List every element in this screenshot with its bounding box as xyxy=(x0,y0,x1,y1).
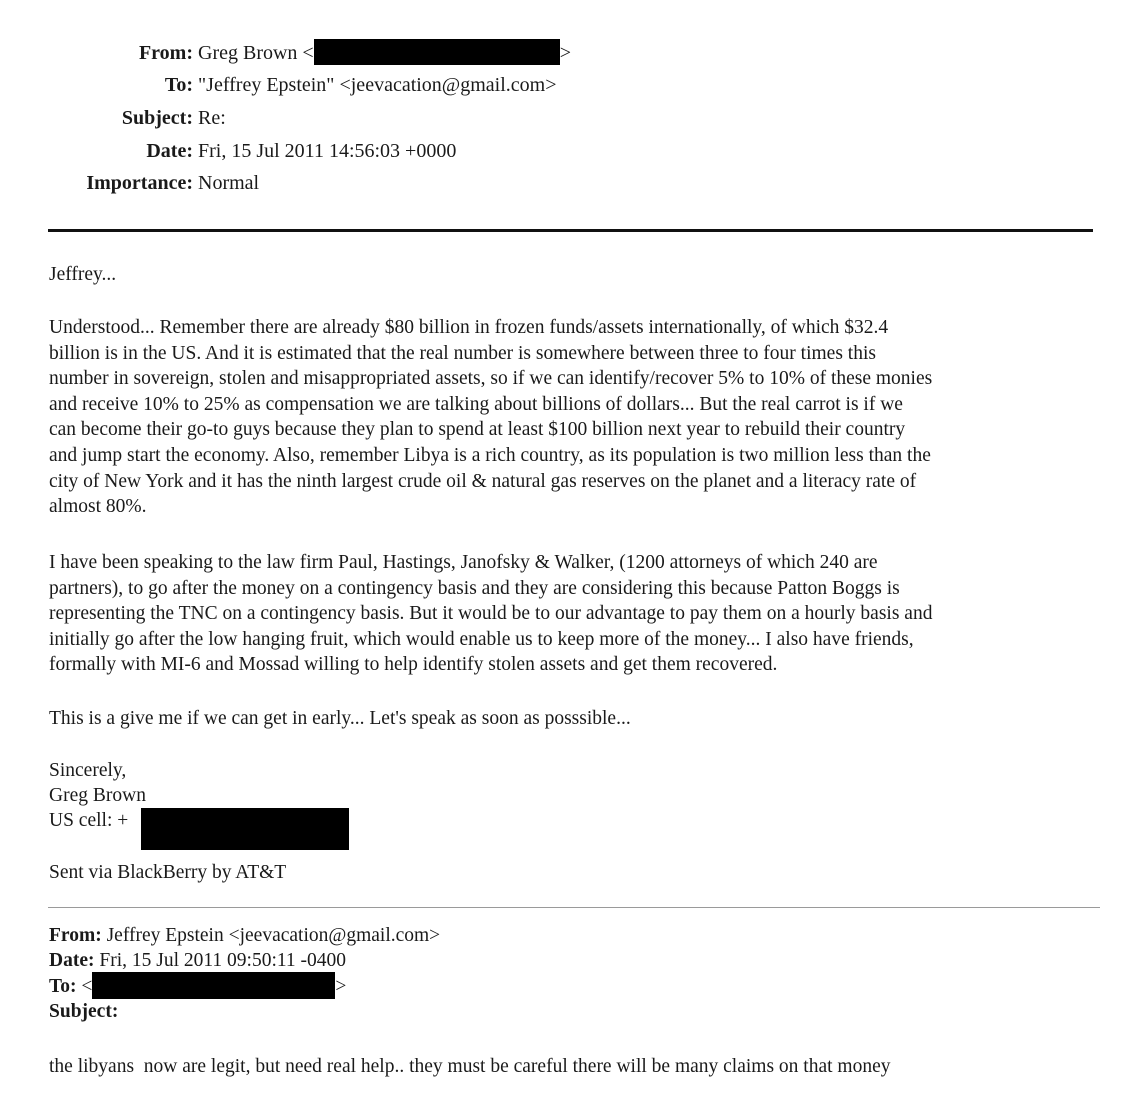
quoted-message xyxy=(49,1054,1109,1080)
body-paragraph-3 xyxy=(49,706,1109,732)
quoted-from-value: Jeffrey Epstein <jeevacation@gmail.com> xyxy=(106,925,441,946)
paragraph-line: number in sovereign, stolen and misappropriated assets, so if we can identify/recover 5% to 10% of these monies xyxy=(49,368,933,390)
redaction-block xyxy=(92,972,335,999)
quoted-from-row xyxy=(49,925,440,947)
paragraph-line: almost 80%. xyxy=(49,496,147,518)
redaction-block xyxy=(141,808,349,850)
header-date-row xyxy=(0,140,456,163)
paragraph-line: Understood... Remember there are already $80 billion in frozen funds/assets internationally, of which $32.4 xyxy=(49,317,889,338)
header-date-label: Date: xyxy=(146,140,193,162)
body-paragraph-1 xyxy=(49,315,1109,520)
quoted-to-row xyxy=(49,976,346,999)
paragraph-line: billion is in the US. And it is estimated that the real number is somewhere between three to four times this xyxy=(49,342,876,364)
quoted-to-value-end: > xyxy=(335,976,347,997)
paragraph-line: initially go after the low hanging fruit, which would enable us to keep more of the money... I also have friends, xyxy=(49,628,914,650)
paragraph-line: and receive 10% to 25% as compensation we are talking about billions of dollars... But the real carrot is if we xyxy=(49,393,903,415)
sent-via xyxy=(49,860,1109,886)
signoff-text: Sincerely, xyxy=(49,760,127,781)
paragraph-line: formally with MI-6 and Mossad willing to help identify stolen assets and get them recovered. xyxy=(49,654,778,676)
quoted-date-value: Fri, 15 Jul 2011 09:50:11 -0400 xyxy=(99,950,347,971)
header-divider xyxy=(48,229,1093,232)
header-to-value: "Jeffrey Epstein" <jeevacation@gmail.com> xyxy=(198,74,557,96)
quoted-subject-label: Subject: xyxy=(49,1001,119,1022)
redaction-block xyxy=(314,39,560,65)
paragraph-line: partners), to go after the money on a contingency basis and they are considering this because Patton Boggs is xyxy=(49,577,900,599)
header-subject-value: Re: xyxy=(198,107,226,129)
quoted-to-value: < xyxy=(81,976,93,997)
paragraph-line: and jump start the economy. Also, remember Libya is a rich country, as its population is two million less than the xyxy=(49,444,931,466)
greeting-text: Jeffrey... xyxy=(49,264,117,285)
paragraph-line: This is a give me if we can get in early... Let's speak as soon as posssible... xyxy=(49,708,631,729)
cell-label: US cell: + xyxy=(49,810,129,831)
header-from-row xyxy=(0,42,571,65)
header-subject-row xyxy=(0,107,226,130)
greeting xyxy=(49,262,1109,288)
signature-name: Greg Brown xyxy=(49,785,146,806)
quote-divider xyxy=(48,907,1100,908)
body-paragraph-2 xyxy=(49,550,1109,678)
quoted-message-text: the libyans now are legit, but need real help.. they must be careful there will be many claims on that money xyxy=(49,1056,891,1077)
sent-via-text: Sent via BlackBerry by AT&T xyxy=(49,862,287,883)
header-from-value: Greg Brown < xyxy=(198,42,314,64)
header-date-value: Fri, 15 Jul 2011 14:56:03 +0000 xyxy=(198,140,457,162)
quoted-date-label: Date: xyxy=(49,950,95,971)
header-importance-label: Importance: xyxy=(86,172,193,194)
header-to-label: To: xyxy=(164,74,193,96)
quoted-subject-row xyxy=(49,1001,118,1023)
paragraph-line: representing the TNC on a contingency basis. But it would be to our advantage to pay them on a hourly basis and xyxy=(49,603,933,625)
paragraph-line: I have been speaking to the law firm Paul, Hastings, Janofsky & Walker, (1200 attorneys of which 240 are xyxy=(49,552,878,573)
header-importance-value: Normal xyxy=(198,172,260,194)
quoted-to-label: To: xyxy=(49,976,77,997)
header-from-value-end: > xyxy=(559,42,571,64)
paragraph-line: city of New York and it has the ninth largest crude oil & natural gas reserves on the planet and a literacy rate of xyxy=(49,470,917,492)
header-to-row xyxy=(0,74,557,97)
header-from-label: From: xyxy=(138,42,193,64)
header-importance-row xyxy=(0,172,259,195)
header-subject-label: Subject: xyxy=(121,107,193,129)
quoted-date-row xyxy=(49,950,346,972)
paragraph-line: can become their go-to guys because they plan to spend at least $100 billion next year to rebuild their country xyxy=(49,419,906,441)
quoted-from-label: From: xyxy=(49,925,102,946)
